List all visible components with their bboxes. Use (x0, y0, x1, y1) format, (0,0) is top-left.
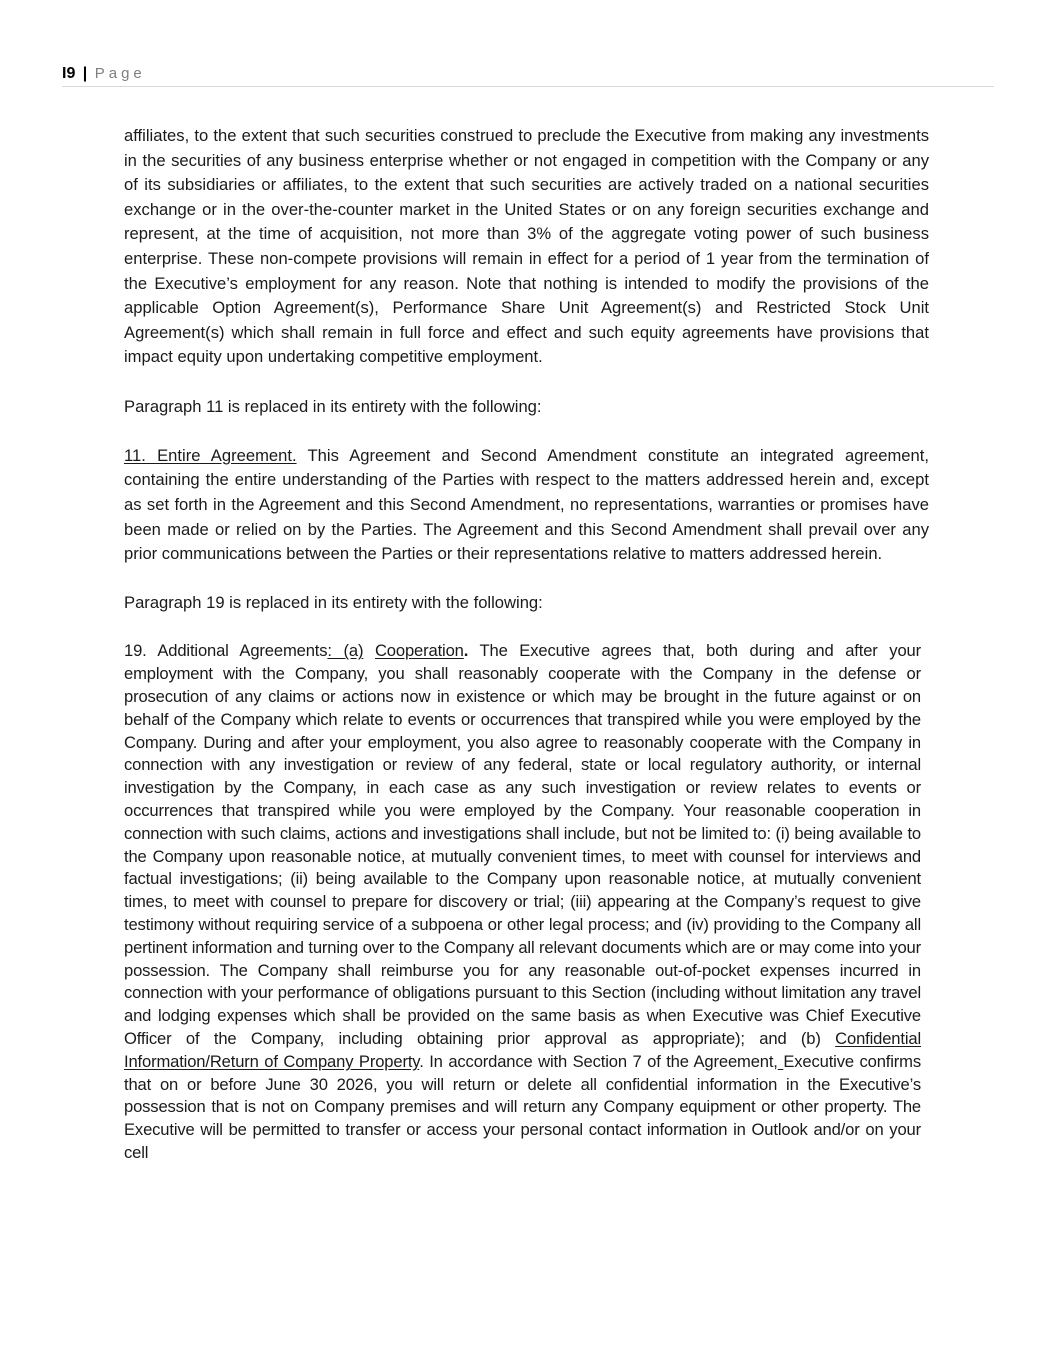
entire-agreement-text: This Agreement and Second Amendment constitute an integrated agreement, containing the entire understanding of the Parties with respect to the matters addressed herein and, except as set forth in the Agreement and this Second Amendment, no representations, warranties or promises have been made or relied on by the Parties. The Agreement and this Second Amendment shall prevail over any prior communications between the Parties or their representations relative to matters addressed herein. (124, 445, 929, 564)
clause-a-marker: : (a) (327, 641, 364, 661)
page-label: Page (94, 65, 146, 82)
cooperation-period: . (463, 641, 469, 661)
paragraph-11-intro: Paragraph 11 is replaced in its entirety with the following: (124, 396, 542, 416)
paragraph-19-intro: Paragraph 19 is replaced in its entirety with the following: (124, 593, 543, 613)
page-header (62, 62, 994, 87)
page-number: I9 (62, 65, 76, 82)
document-body (124, 124, 929, 1165)
cooperation-text: The Executive agrees that, both during and after your employment with the Company, you shall reasonably cooperate with the Company in the defense or prosecution of any claims or actions now in existence or which may be brought in the future against or on behalf of the Company which relate to events or occurrences that transpired while you were employed by the Company. During and after your employment, you also agree to reasonably cooperate with the Company in connection with any investigation or review of any federal, state or local regulatory authority, or internal investigation by the Company, in each case as any such investigation or review relates to events or occurrences that transpired while you were employed by the Company. Your reasonable cooperation in connection with such claims, actions and investigations shall include, but not be limited to: (i) being available to the Company upon reasonable notice, at mutually convenient times, to meet with counsel for interviews and factual investigations; (ii) being available to the Company upon reasonable notice, at mutually convenient times, to meet with counsel to prepare for discovery or trial; (iii) appearing at the Company’s request to give testimony without requiring service of a subpoena or other legal process; and (iv) providing to the Company all pertinent information and turning over to the Company all relevant documents which are or may come into your possession. The Company shall reimburse you for any reasonable out-of-pocket expenses incurred in connection with your performance of obligations pursuant to this Section (including without limitation any travel and lodging expenses which shall be provided on the same basis as when Executive was Chief Executive Officer of the Company, including obtaining prior approval as appropriate); and (b) (124, 641, 921, 1049)
section-heading-cooperation: Cooperation (374, 641, 464, 661)
header-separator: | (82, 65, 88, 82)
section-heading-entire-agreement: 11. Entire Agreement. (124, 445, 297, 465)
paragraph-19-additional-agreements (124, 640, 921, 1164)
paragraph-non-compete: affiliates, to the extent that such securities construed to preclude the Executive from making any investments in the securities of any business enterprise whether or not engaged in competition with the Company or any of its subsidiaries or affiliates, to the extent that such securities are actively traded on a national securities exchange or in the over-the-counter market in the United States or on any foreign securities exchange and represent, at the time of acquisition, not more than 3% of the aggregate voting power of such business enterprise. These non-compete provisions will remain in effect for a period of 1 year from the termination of the Executive’s employment for any reason. Note that nothing is intended to modify the provisions of the applicable Option Agreement(s), Performance Share Unit Agreement(s) and Restricted Stock Unit Agreement(s) which shall remain in full force and effect and such equity agreements have provisions that impact equity upon undertaking competitive employment. (124, 126, 929, 367)
paragraph-11-entire-agreement (124, 444, 929, 567)
section-heading-confidential-information: Confidential Information/Return of Company Property (124, 1029, 921, 1071)
confidential-text-1: . In accordance with Section 7 of the Agreement, (419, 1051, 778, 1071)
confidential-text-2: Executive confirms that on or before June 30 2026, you will return or delete all confidential information in the Executive’s possession that is not on Company premises and will return any Company equipment or other property. The Executive will be permitted to transfer or access your personal contact information in Outlook and/or on your cell (124, 1051, 921, 1162)
section-heading-additional-agreements: 19. Additional Agreements (124, 641, 328, 661)
